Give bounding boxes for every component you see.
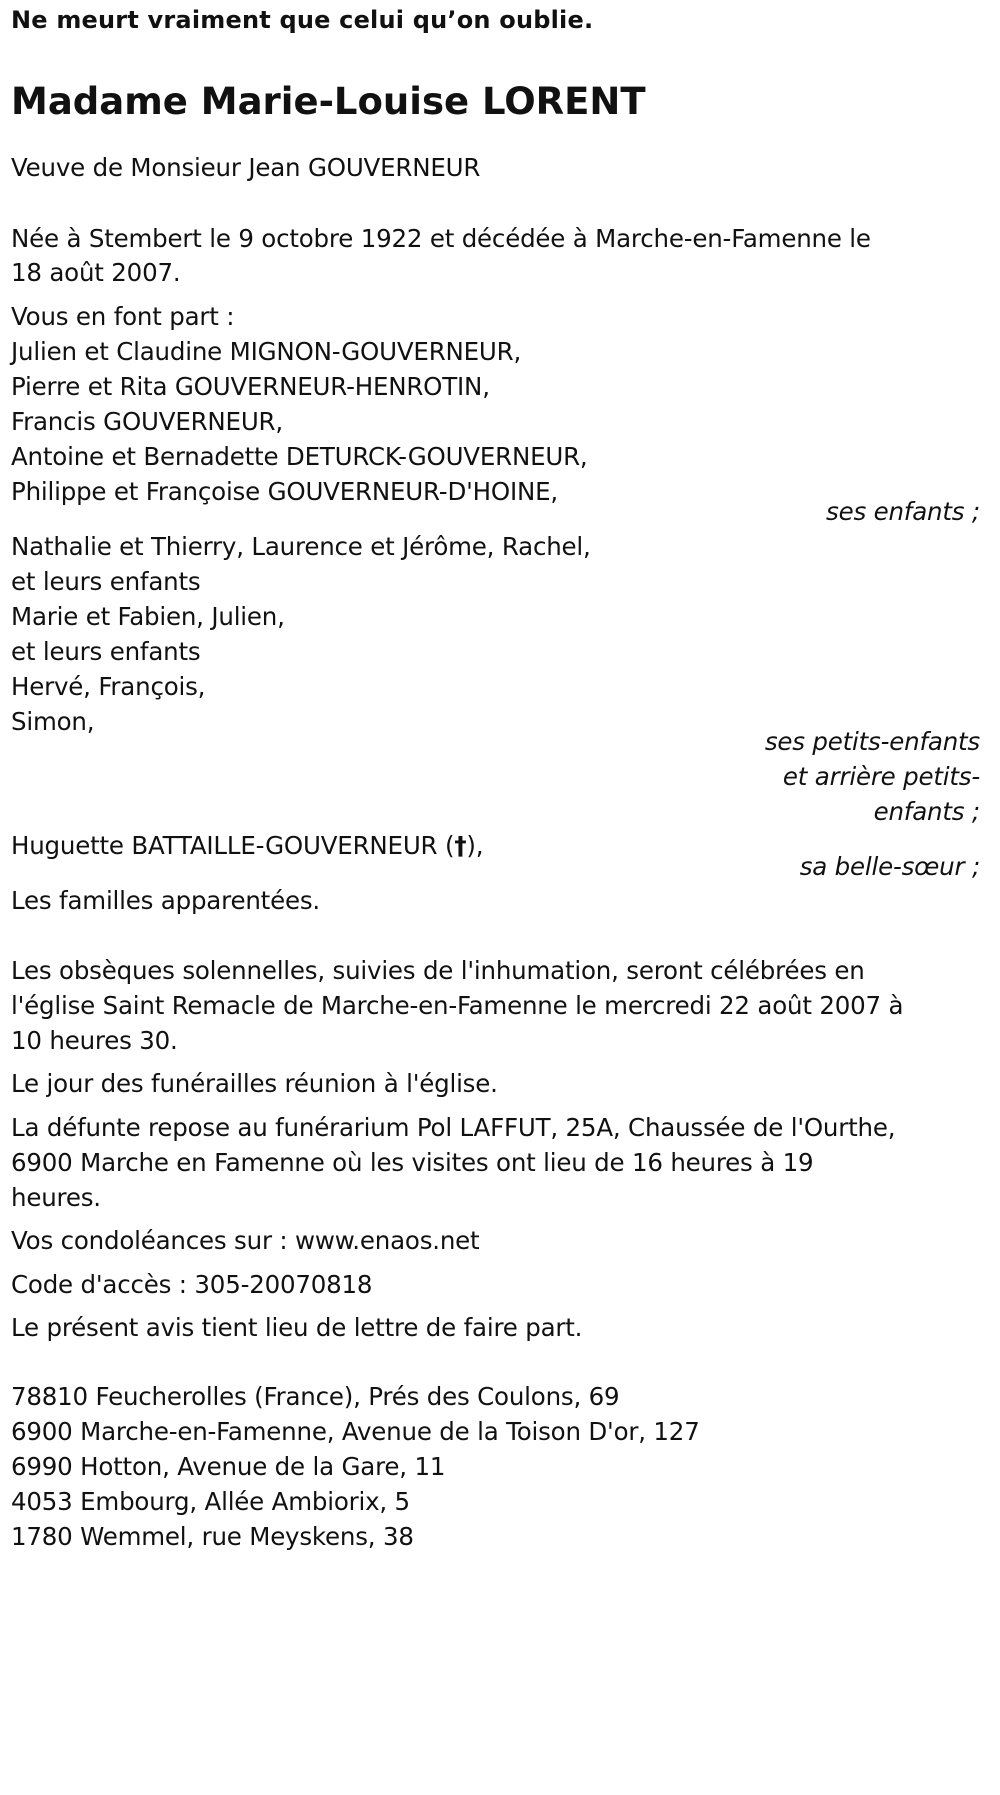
funeral-meeting: Le jour des funérailles réunion à l'église. — [11, 1069, 498, 1098]
address-entry: 6900 Marche-en-Famenne, Avenue de la Toison D'or, 127 — [11, 1417, 700, 1446]
child-entry: Antoine et Bernadette DETURCK-GOUVERNEUR, — [11, 442, 588, 471]
sister-in-law-entry — [11, 826, 483, 866]
condolences-link[interactable]: www.enaos.net — [295, 1226, 480, 1255]
deceased-name: Madame Marie-Louise LORENT — [11, 80, 646, 123]
address-entry: 6990 Hotton, Avenue de la Gare, 11 — [11, 1452, 446, 1481]
access-code: Code d'accès : 305-20070818 — [11, 1270, 373, 1299]
motto: Ne meurt vraiment que celui qu’on oublie. — [11, 6, 594, 34]
deceased-cross-icon: † — [454, 831, 467, 860]
child-entry: Philippe et Françoise GOUVERNEUR-D'HOINE, — [11, 477, 558, 506]
grandchild-entry: Nathalie et Thierry, Laurence et Jérôme, Rachel, — [11, 532, 591, 561]
sister-in-law-name: Huguette BATTAILLE-GOUVERNEUR ( — [11, 831, 455, 860]
ceremony-line: l'église Saint Remacle de Marche-en-Famenne le mercredi 22 août 2007 à — [11, 991, 904, 1020]
grandchild-entry: et leurs enfants — [11, 567, 201, 596]
rest-place-line: heures. — [11, 1183, 101, 1212]
grandchildren-relation: ses petits-enfants — [764, 727, 980, 756]
address-entry: 4053 Embourg, Allée Ambiorix, 5 — [11, 1487, 410, 1516]
rest-place-line: La défunte repose au funérarium Pol LAFFUT, 25A, Chaussée de l'Ourthe, — [11, 1113, 896, 1142]
child-entry: Julien et Claudine MIGNON-GOUVERNEUR, — [11, 337, 522, 366]
grandchildren-relation: et arrière petits- — [782, 762, 980, 791]
notice-statement: Le présent avis tient lieu de lettre de faire part. — [11, 1313, 583, 1342]
related-families: Les familles apparentées. — [11, 886, 320, 915]
ceremony-line: Les obsèques solennelles, suivies de l'inhumation, seront célébrées en — [11, 956, 865, 985]
sister-in-law-end: ), — [466, 831, 484, 860]
rest-place-line: 6900 Marche en Famenne où les visites ont lieu de 16 heures à 19 — [11, 1148, 814, 1177]
grandchild-entry: Simon, — [11, 707, 95, 736]
ceremony-line: 10 heures 30. — [11, 1026, 178, 1055]
child-entry: Francis GOUVERNEUR, — [11, 407, 283, 436]
child-entry: Pierre et Rita GOUVERNEUR-HENROTIN, — [11, 372, 490, 401]
birth-death-line-1: Née à Stembert le 9 octobre 1922 et décédée à Marche-en-Famenne le — [11, 224, 871, 253]
condolences-label: Vos condoléances sur : — [11, 1226, 296, 1255]
grandchild-entry: et leurs enfants — [11, 637, 201, 666]
grandchild-entry: Marie et Fabien, Julien, — [11, 602, 285, 631]
address-entry: 78810 Feucherolles (France), Prés des Coulons, 69 — [11, 1382, 620, 1411]
grandchild-entry: Hervé, François, — [11, 672, 206, 701]
condolences — [11, 1221, 479, 1261]
sister-in-law-relation: sa belle-sœur ; — [799, 852, 980, 881]
birth-death-line-2: 18 août 2007. — [11, 258, 181, 287]
children-relation: ses enfants ; — [826, 497, 980, 526]
address-entry: 1780 Wemmel, rue Meyskens, 38 — [11, 1522, 414, 1551]
grandchildren-relation: enfants ; — [873, 797, 980, 826]
announcers-heading: Vous en font part : — [11, 302, 235, 331]
widow-of: Veuve de Monsieur Jean GOUVERNEUR — [11, 153, 481, 182]
